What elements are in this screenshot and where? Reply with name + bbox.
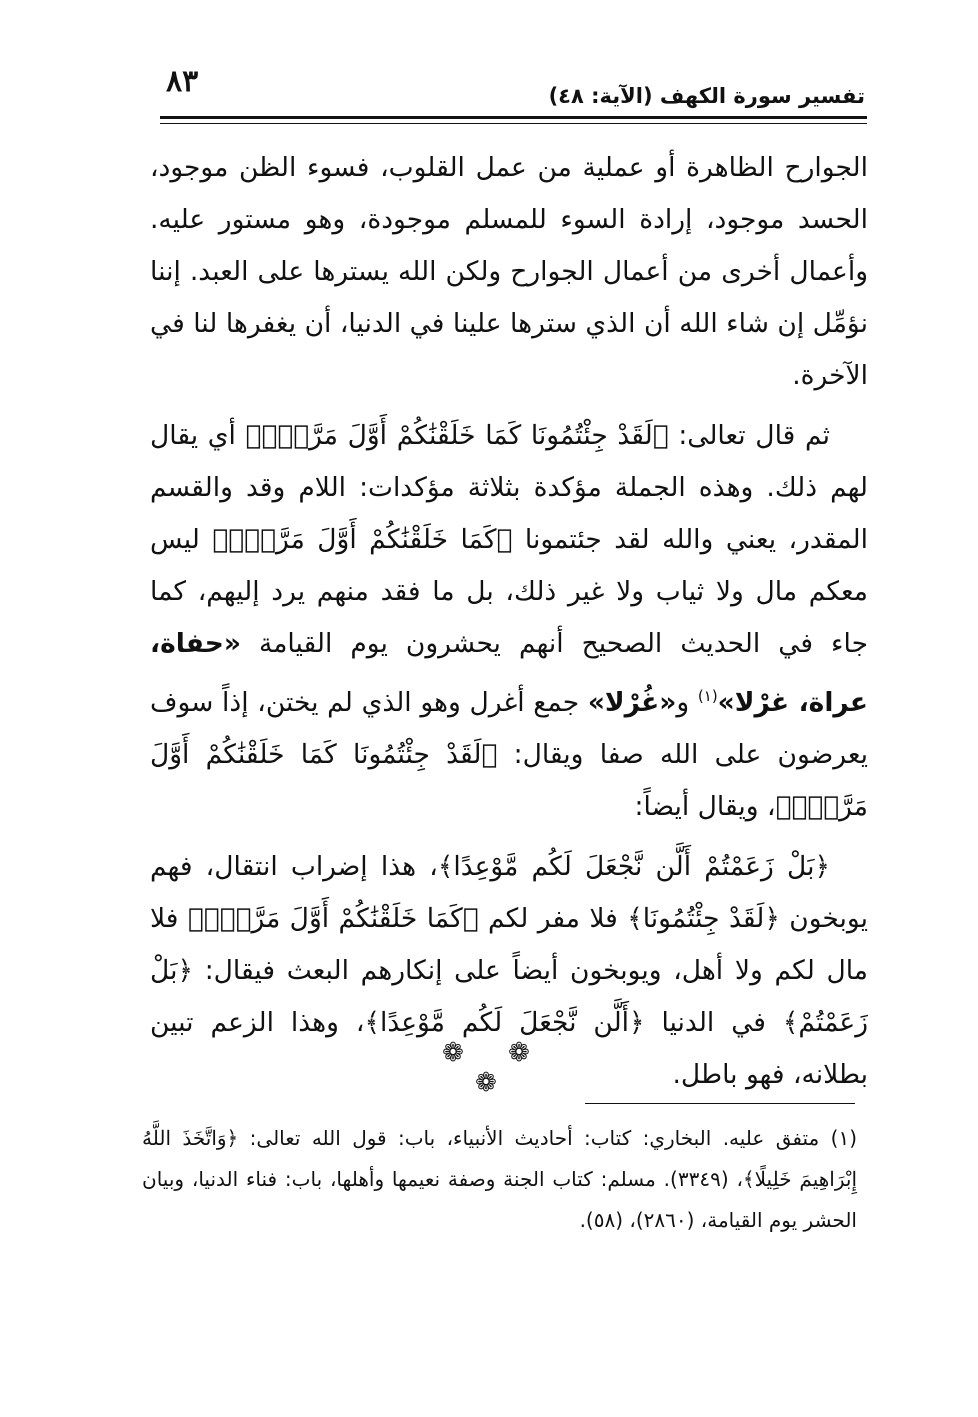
- quran-quote: ﴿بَلْ زَعَمْتُمْ﴾: [150, 954, 868, 1038]
- quran-quote: ﴿لَقَدْ جِئْتُمُونَا كَمَا خَلَقْنَٰكُمْ أَوَّلَ مَرَّةٍۭ﴾: [245, 420, 669, 451]
- text-run: (١) متفق عليه. البخاري: كتاب: أحاديث الأنبياء، باب: قول الله تعالى:: [249, 1126, 858, 1150]
- text-run: ، ويقال أيضاً:: [634, 790, 776, 822]
- quran-quote: ﴿لَقَدْ جِئْتُمُونَا﴾: [627, 902, 780, 934]
- page-header: [160, 62, 865, 114]
- text-run: ليس معكم مال ولا ثياب ولا غير ذلك، بل ما فقد منهم يرد إليهم، كما جاء في الحديث الصحيح أنهم يحشرون يوم القيامة: [150, 524, 868, 659]
- paragraph-1: الجوارح الظاهرة أو عملية من عمل القلوب، فسوء الظن موجود، الحسد موجود، إرادة السوء للمسلم موجودة، وهو مستور عليه. وأعمال أخرى من أعمال الجوارح ولكن الله يسترها على العبد. إننا نؤمِّل إن شاء الله أن الذي سترها علينا في الدنيا، أن يغفرها لنا في الآخرة.: [150, 152, 868, 391]
- section-separator: ❁ ❁ ❁: [442, 1038, 548, 1098]
- paragraph-2: [150, 410, 868, 833]
- quran-quote: ﴿كَمَا خَلَقْنَٰكُمْ أَوَّلَ مَرَّةٍۭ﴾: [187, 902, 479, 934]
- text-run: ، (٣٣٤٩). مسلم: كتاب الجنة وصفة نعيمها وأهلها، باب: فناء الدنيا، وبيان الحشر يوم القيامة، (٢٨٦٠)، (٥٨).: [142, 1167, 857, 1232]
- hadith-quote: «غُرْلا»: [587, 686, 677, 718]
- text-run: ثم قال تعالى:: [678, 420, 830, 451]
- text-run: فلا مال لكم ولا أهل، ويوبخون أيضاً على إنكارهم البعث فيقال:: [150, 902, 868, 986]
- text-run: و: [676, 686, 690, 718]
- text-run: جمع أغرل وهو الذي لم يختن، إذاً سوف يعرضون على الله صفا ويقال:: [150, 686, 868, 770]
- quran-quote: ﴿بَلْ زَعَمْتُمْ أَلَّن نَّجْعَلَ لَكُم مَّوْعِدًا﴾: [437, 850, 830, 882]
- main-text: [150, 142, 868, 1101]
- text-run: ، هذا إضراب انتقال، فهم يوبخون: [150, 850, 868, 934]
- header-rule-thin: [160, 123, 867, 124]
- footnote-1: [142, 1118, 857, 1241]
- text-run: فلا مفر لكم: [488, 902, 618, 934]
- text-run: أي يقال لهم ذلك. وهذه الجملة مؤكدة بثلاثة مؤكدات: اللام وقد والقسم المقدر، يعني والله لقد جئتمونا: [150, 420, 868, 555]
- page-number: ٨٣: [166, 64, 199, 99]
- quran-quote: ﴿كَمَا خَلَقْنَٰكُمْ أَوَّلَ مَرَّةٍۭ﴾: [212, 524, 513, 555]
- quran-quote: ﴿لَقَدْ جِئْتُمُونَا كَمَا خَلَقْنَٰكُمْ أَوَّلَ مَرَّةٍۭ﴾: [150, 738, 868, 822]
- header-rule-thick: [160, 116, 867, 119]
- footnote: [142, 1118, 857, 1241]
- running-title: تفسير سورة الكهف (الآية: ٤٨): [548, 84, 865, 108]
- footnote-ref: (١): [697, 687, 718, 705]
- footnote-rule: [585, 1103, 855, 1104]
- quran-quote: ﴿وَاتَّخَذَ اللَّهُ إِبْرَاهِيمَ خَلِيلًا﴾: [142, 1126, 858, 1191]
- text-run: ، وهذا الزعم تبين بطلانه، فهو باطل.: [150, 1006, 868, 1090]
- text-run: في الدنيا: [661, 1006, 766, 1038]
- hadith-quote: «حفاة، عراة، غرْلا»: [150, 628, 868, 718]
- quran-quote: ﴿أَلَّن نَّجْعَلَ لَكُم مَّوْعِدًا﴾: [364, 1006, 645, 1038]
